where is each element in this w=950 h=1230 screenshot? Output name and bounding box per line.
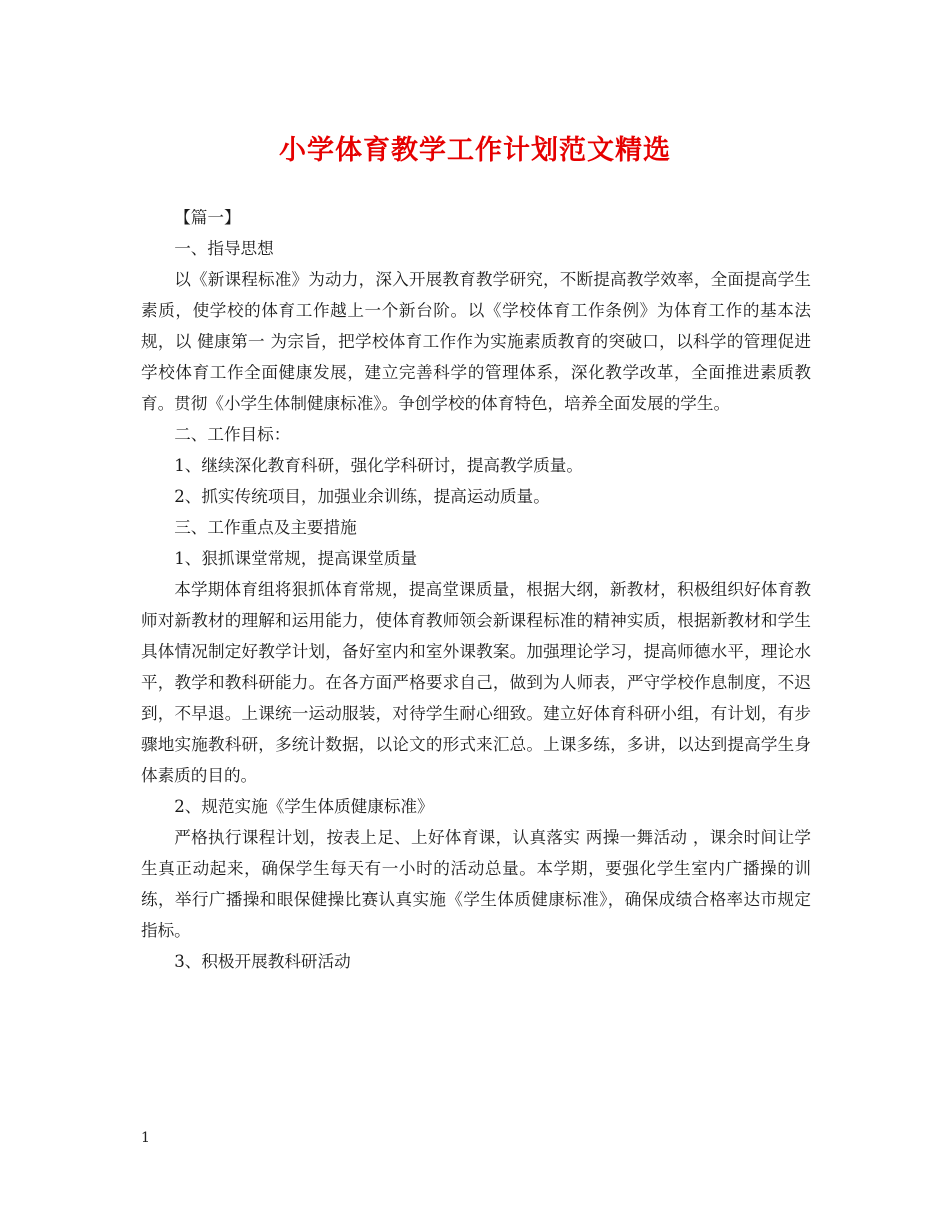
heading-guiding-ideology: 一、指导思想 bbox=[174, 239, 274, 258]
paragraph-classroom-routine: 本学期体育组将狠抓体育常规，提高堂课质量，根据大纲，新教材，积极组织好体育教师对新教材的理解和运用能力，使体育教师领会新课程标准的精神实质，根据新教材和学生具体情况制定好教学计划，备好室内和室外课教案。加强理论学习，提高师德水平，理论水平，教学和教科研能力。在各方面严格要求自己，做到为人师表，严守学校作息制度，不迟到，不早退。上课统一运动服装，对待学生耐心细致。建立好体育科研小组，有计划，有步骤地实施教科研，多统计数据，以论文的形式来汇总。上课多练，多讲，以达到提高学生身体素质的目的。 bbox=[141, 580, 811, 785]
goal-item-2: 2、抓实传统项目，加强业余训练，提高运动质量。 bbox=[174, 487, 550, 506]
heading-work-goals: 二、工作目标： bbox=[174, 425, 291, 444]
paragraph-health-standard: 严格执行课程计划，按表上足、上好体育课，认真落实 两操一舞活动 ，课余时间让学生真正动起来，确保学生每天有一小时的活动总量。本学期，要强化学生室内广播操的训练，举行广播操和眼保健操比赛认真实施《学生体质健康标准》，确保成绩合格率达市规定指标。 bbox=[141, 828, 811, 940]
subheading-health-standard: 2、规范实施《学生体质健康标准》 bbox=[174, 797, 434, 816]
document-title: 小学体育教学工作计划范文精选 bbox=[279, 135, 671, 166]
paragraph-guiding-ideology: 以《新课程标准》为动力，深入开展教育教学研究，不断提高教学效率，全面提高学生素质，使学校的体育工作越上一个新台阶。以《学校体育工作条例》为体育工作的基本法规，以 健康第一 为宗旨，把学校体育工作作为实施素质教育的突破口，以科学的管理促进学校体育工作全面健康发展，建立完善科学的管理体系，深化教学改革，全面推进素质教育。贯彻《小学生体制健康标准》。争创学校的体育特色，培养全面发展的学生。 bbox=[141, 270, 811, 413]
section-label: 【篇一】 bbox=[174, 208, 241, 227]
goal-item-1: 1、继续深化教育科研，强化学科研讨，提高教学质量。 bbox=[174, 456, 583, 475]
heading-key-measures: 三、工作重点及主要措施 bbox=[174, 518, 357, 537]
document-body bbox=[141, 202, 811, 977]
subheading-classroom-routine: 1、狠抓课堂常规，提高课堂质量 bbox=[174, 549, 418, 568]
page-number: 1 bbox=[141, 1130, 150, 1146]
subheading-research-activities: 3、积极开展教科研活动 bbox=[174, 952, 351, 971]
